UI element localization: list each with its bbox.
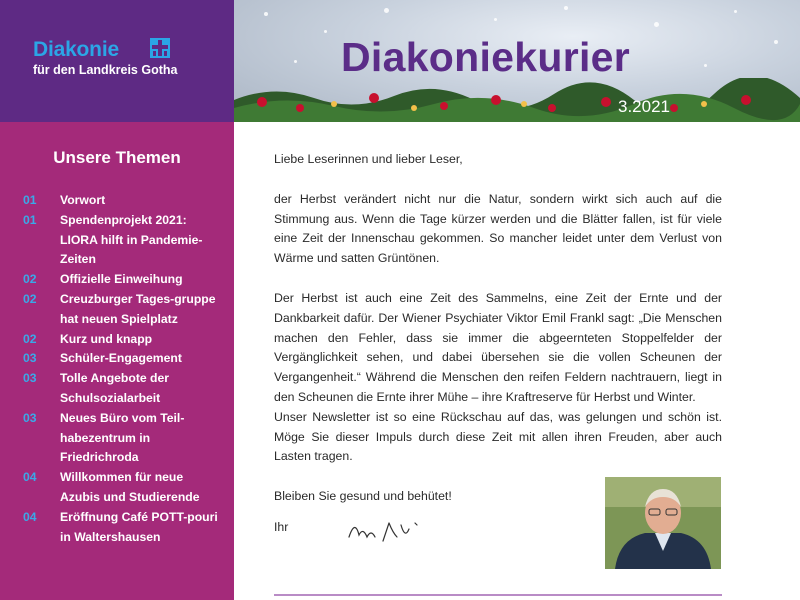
brand-header — [0, 0, 234, 122]
sidebar-themes — [0, 122, 234, 600]
toc-page-number: 02 — [23, 331, 37, 346]
snowflake — [774, 40, 778, 44]
paragraph-2: Der Herbst ist auch eine Zeit des Sammelns, eine Zeit der Ernte und der Dankbarkeit dafür. Der Wiener Psychiater Viktor Emil Frankl sagt: „Die Menschen machen den Fehler, dass sie immer die abgeernteten Stoppelfelder der Vergänglichkeit sehen, und dabei übersehen sie die vollen Scheunen der Vergangenheit.“ Während die Menschen den reifen Feldern nachtrauern, liegt in den Scheunen die Ernte ihrer Mühe – ihre Kraftreserve für Herbst und Winter. — [274, 290, 722, 404]
snowflake — [494, 18, 497, 21]
toc-item[interactable] — [0, 290, 234, 330]
brand-name: Diakonie — [33, 38, 119, 61]
snowflake — [734, 10, 737, 13]
toc-item[interactable] — [0, 468, 234, 508]
toc-page-number: 02 — [23, 291, 37, 306]
paragraph-1: der Herbst verändert nicht nur die Natur, sondern wirkt sich auch auf die Stimmung aus. Wenn die Tage kürzer werden und die Blätter fallen, ist für viele eine Zeit der Innenschau gekommen. So mancher leidet unter dem Verlust von Wärme und satten Grüntönen. — [274, 191, 722, 266]
toc-item[interactable] — [0, 211, 234, 270]
salutation: Liebe Leserinnen und lieber Leser, — [274, 152, 463, 166]
issue-number: 3.2021 — [618, 97, 670, 116]
toc-page-number: 01 — [23, 212, 37, 227]
toc-page-number: 04 — [23, 509, 37, 524]
toc-item[interactable] — [0, 270, 234, 290]
toc-label: Spendenprojekt 2021: LIORA hilft in Pandemie-Zeiten — [60, 212, 203, 267]
toc-page-number: 02 — [23, 272, 37, 287]
toc-page-number: 03 — [23, 410, 37, 425]
toc-item[interactable] — [0, 508, 234, 548]
toc-page-number: 03 — [23, 351, 37, 366]
snowflake — [294, 60, 297, 63]
themes-heading: Unsere Themen — [53, 148, 181, 167]
toc-item[interactable] — [0, 409, 234, 468]
snowflake — [704, 64, 707, 67]
toc-page-number: 04 — [23, 470, 37, 485]
toc-label: Creuzburger Tages-gruppe hat neuen Spielplatz — [60, 291, 216, 326]
snowflake — [564, 6, 568, 10]
toc-item[interactable] — [0, 330, 234, 350]
brand-subtitle: für den Landkreis Gotha — [33, 63, 178, 77]
toc-item[interactable] — [0, 191, 234, 211]
toc-label: Schüler-Engagement — [60, 351, 182, 366]
toc-item[interactable] — [0, 349, 234, 369]
portrait-image-icon — [605, 477, 721, 569]
toc-label: Willkommen für neue Azubis und Studierende — [60, 470, 200, 504]
toc-label: Neues Büro vom Teil-habezentrum in Friedrichroda — [60, 410, 185, 465]
handwritten-signature — [345, 515, 425, 545]
toc-label: Vorwort — [60, 193, 106, 207]
christmas-garland-icon — [234, 78, 800, 122]
toc-label: Eröffnung Café POTT-pouri in Waltershausen — [60, 509, 218, 544]
closing-line: Bleiben Sie gesund und behütet! — [274, 489, 452, 504]
diakonie-cross-logo-icon — [150, 38, 170, 58]
snowflake — [324, 30, 327, 33]
toc-label: Offizielle Einweihung — [60, 272, 183, 287]
toc-page-number: 03 — [23, 371, 37, 386]
snowflake — [264, 12, 268, 16]
snowflake — [384, 8, 389, 13]
editorial-letter — [274, 150, 722, 507]
newsletter-banner — [234, 0, 800, 122]
toc-label: Tolle Angebote der Schulsozialarbeit — [60, 371, 170, 405]
newsletter-title: Diakoniekurier — [341, 34, 631, 80]
bottom-divider — [274, 594, 722, 596]
snowflake — [654, 22, 659, 27]
table-of-contents — [0, 191, 234, 547]
author-portrait — [605, 477, 721, 569]
sign-prefix: Ihr — [274, 520, 289, 534]
toc-page-number: 01 — [23, 193, 37, 207]
toc-item[interactable] — [0, 369, 234, 409]
toc-label: Kurz und knapp — [60, 331, 153, 346]
paragraph-3: Unser Newsletter ist so eine Rückschau auf das, was gelungen und schön ist. Möge Sie dieser Impuls durch diese Zeit mit allen ihren Freuden, aber auch Lasten tragen. — [274, 409, 722, 464]
